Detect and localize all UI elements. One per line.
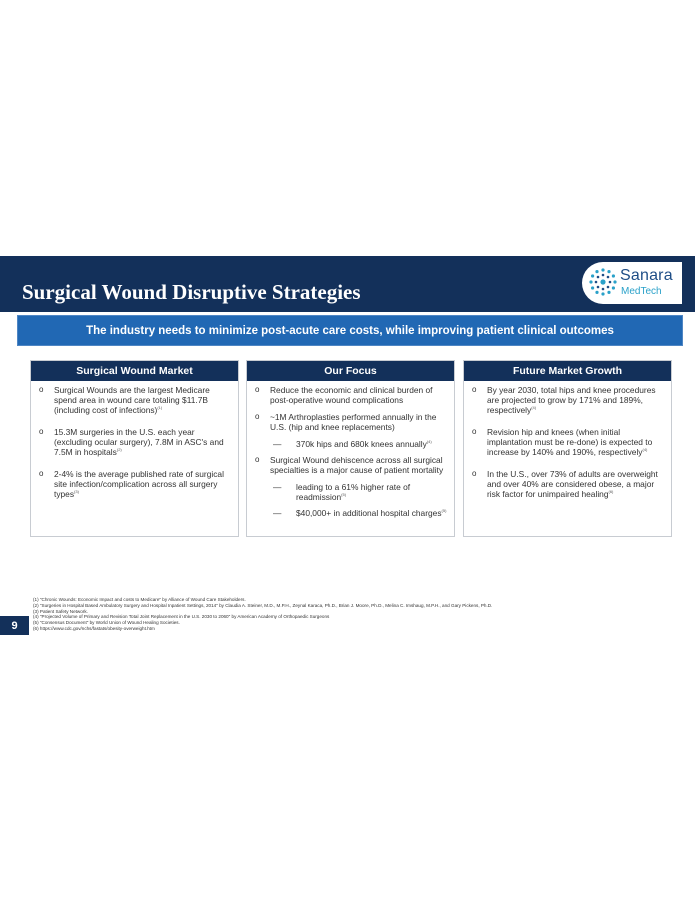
sub-list-item (253, 508, 448, 518)
item-text: By year 2030, total hips and knee procedures are projected to grow by 171% and 189%, respectively (487, 385, 656, 415)
footnote: (2) "Surgeries in Hospital Based Ambulatory Surgery and Hospital Inpatient Settings, 2014" by Claudia A. Steiner, M.D., M.P.H., Zeynal Karaca, Ph.D., Brian J. Moore, Ph.D., Melina C. Imshaug, M.P.H., and Gary Pickens, Ph.D. (33, 602, 493, 608)
reference-mark: (6) (608, 489, 614, 495)
banner-text: The industry needs to minimize post-acute care costs, while improving patient clinical outcomes (86, 324, 614, 337)
page-number: 9 (0, 616, 29, 635)
bullet-icon: o (255, 385, 260, 394)
item-text: In the U.S., over 73% of adults are overweight and over 40% are considered obese, a major risk factor for unimpaired healing (487, 469, 658, 499)
bullet-icon: o (39, 469, 44, 478)
panel-heading: Surgical Wound Market (31, 361, 238, 381)
bullet-icon: o (39, 427, 44, 436)
logo-name-line2: MedTech (621, 286, 662, 297)
reference-mark: (5) (441, 508, 447, 514)
footnotes (33, 597, 653, 632)
slide (0, 256, 695, 646)
item-text: 2-4% is the average published rate of surgical site infection/complication across all surgery types (54, 469, 224, 499)
list-item (253, 385, 448, 405)
header-bar (0, 256, 695, 312)
footnote: (4) "Projected Volume of Primary and Revision Total Joint Replacement in the U.S. 2030 to 2060" by American Academy of Orthopaedic Surgeons (33, 614, 330, 620)
reference-mark: (4) (642, 447, 648, 453)
bullet-icon: o (472, 385, 477, 394)
sub-list-item (253, 439, 448, 449)
dash-icon: — (273, 439, 282, 449)
list-item (470, 385, 665, 415)
list-item (470, 427, 665, 457)
bullet-icon: o (472, 427, 477, 436)
item-text: Reduce the economic and clinical burden of post-operative wound complications (270, 385, 433, 405)
footnote: (3) Patient Safety Network. (33, 608, 88, 614)
surgical-wound-market-panel (30, 360, 239, 537)
list-item (470, 469, 665, 499)
reference-mark: (3) (74, 489, 79, 495)
sub-list-item (253, 482, 448, 502)
footnote: (6) https://www.cdc.gov/nchs/fastats/obesity-overweight.htm (33, 625, 155, 631)
item-text: Surgical Wounds are the largest Medicare spend area in wound care totaling $11.7B (including cost of infections) (54, 385, 210, 415)
dash-icon: — (273, 508, 282, 518)
footnote: (1) "Chronic Wounds: Economic Impact and costs to Medicare" by Alliance of Wound Care Stakeholders. (33, 597, 246, 602)
reference-mark: (4) (531, 405, 537, 411)
item-text: Revision hip and knees (when initial implantation must be re-done) is expected to increase by 140% and 190%, respectively (487, 427, 653, 457)
item-text: 370k hips and 680k knees annually (296, 439, 427, 449)
list-item (37, 427, 232, 457)
panel-heading: Our Focus (247, 361, 454, 381)
reference-mark: (4) (426, 439, 432, 445)
list-item (253, 412, 448, 432)
item-text: 15.3M surgeries in the U.S. each year (excluding ocular surgery), 7.8M in ASC's and 7.5M in hospitals (54, 427, 224, 457)
logo-name-line1: Sanara (620, 267, 673, 284)
key-message-banner (17, 315, 683, 346)
reference-mark: (1) (157, 405, 163, 411)
item-text: ~1M Arthroplasties performed annually in the U.S. (hip and knee replacements) (270, 412, 437, 432)
our-focus-panel (246, 360, 455, 537)
dash-icon: — (273, 482, 282, 492)
reference-mark: (2) (116, 447, 122, 453)
reference-mark: (5) (341, 492, 347, 498)
bullet-icon: o (255, 455, 260, 464)
panel-heading: Future Market Growth (464, 361, 671, 381)
footnote: (5) "Consensus Document" by World Union of Wound Healing Societies. (33, 620, 180, 626)
sanara-logo-icon (588, 267, 618, 297)
bullet-icon: o (472, 469, 477, 478)
bullet-icon: o (39, 385, 44, 394)
list-item (253, 455, 448, 475)
item-text: $40,000+ in additional hospital charges (296, 508, 442, 518)
future-market-growth-panel (463, 360, 672, 537)
list-item (37, 469, 232, 499)
page-title: Surgical Wound Disruptive Strategies (22, 280, 361, 304)
list-item (37, 385, 232, 415)
item-text: leading to a 61% higher rate of readmission (296, 482, 411, 502)
company-logo (582, 262, 682, 304)
bullet-icon: o (255, 412, 260, 421)
item-text: Surgical Wound dehiscence across all surgical specialties is a major cause of patient mortality (270, 455, 444, 475)
